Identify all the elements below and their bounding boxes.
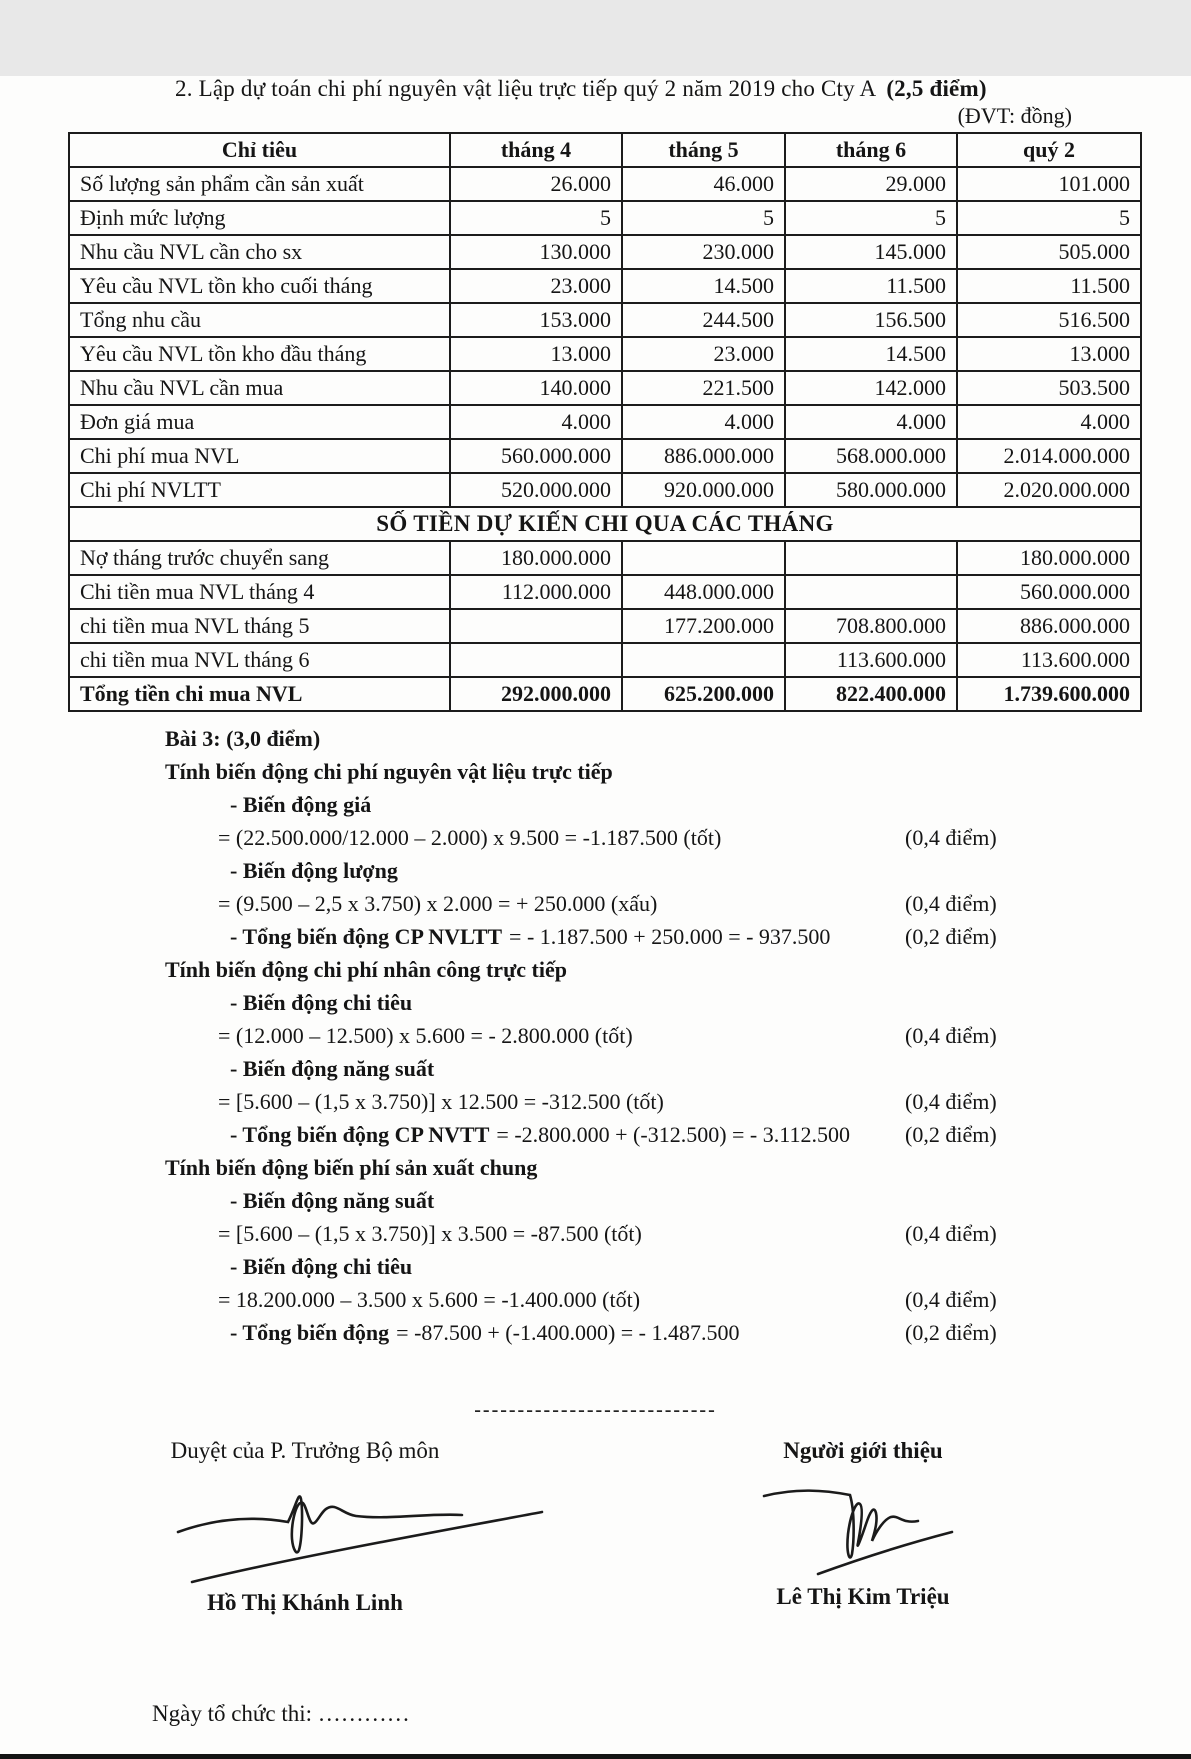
cell-value: 180.000.000 bbox=[957, 541, 1141, 575]
table-row bbox=[69, 643, 1141, 677]
cell-value: 886.000.000 bbox=[622, 439, 785, 473]
cell-value: 142.000 bbox=[785, 371, 957, 405]
row-label: Nợ tháng trước chuyển sang bbox=[69, 541, 450, 575]
points-label: (0,2 điểm) bbox=[905, 924, 997, 949]
variance-label: - Biến động năng suất bbox=[230, 1188, 435, 1213]
variance-section-sxc bbox=[165, 1151, 1165, 1349]
cell-value: 886.000.000 bbox=[957, 609, 1141, 643]
cell-value: 1.739.600.000 bbox=[957, 677, 1141, 711]
points-label: (0,2 điểm) bbox=[905, 1320, 997, 1345]
row-label: Chi tiền mua NVL tháng 4 bbox=[69, 575, 450, 609]
signature-right-title: Người giới thiệu bbox=[783, 1438, 943, 1463]
row-label: chi tiền mua NVL tháng 5 bbox=[69, 609, 450, 643]
formula-line bbox=[165, 1019, 1165, 1052]
signature-right-name: Lê Thị Kim Triệu bbox=[776, 1584, 950, 1609]
exercise2-points: (2,5 điểm) bbox=[886, 76, 987, 101]
table-row bbox=[69, 201, 1141, 235]
bai3-heading: Bài 3: (3,0 điểm) bbox=[165, 726, 321, 751]
variance-section-nctt bbox=[165, 953, 1165, 1151]
table-row bbox=[69, 167, 1141, 201]
section-title: Tính biến động chi phí nhân công trực tiếp bbox=[165, 957, 567, 982]
cell-value: 13.000 bbox=[957, 337, 1141, 371]
cell-value: 101.000 bbox=[957, 167, 1141, 201]
cell-value: 29.000 bbox=[785, 167, 957, 201]
cell-value bbox=[622, 643, 785, 677]
section-title: Tính biến động biến phí sản xuất chung bbox=[165, 1155, 538, 1180]
table-row bbox=[69, 439, 1141, 473]
row-label: Định mức lượng bbox=[69, 201, 450, 235]
table-row bbox=[69, 337, 1141, 371]
cell-value: 145.000 bbox=[785, 235, 957, 269]
variance-section-nvltt bbox=[165, 755, 1165, 953]
table-row bbox=[69, 405, 1141, 439]
cell-value: 5 bbox=[957, 201, 1141, 235]
cell-value: 23.000 bbox=[450, 269, 622, 303]
cell-value: 177.200.000 bbox=[622, 609, 785, 643]
formula-text: = 18.200.000 – 3.500 x 5.600 = -1.400.000 (tốt) bbox=[218, 1287, 641, 1312]
formula-line bbox=[165, 887, 1165, 920]
table-row bbox=[69, 269, 1141, 303]
formula-line bbox=[165, 1217, 1165, 1250]
formula-text: = [5.600 – (1,5 x 3.750)] x 3.500 = -87.500 (tốt) bbox=[218, 1221, 642, 1246]
cell-value: 5 bbox=[450, 201, 622, 235]
cell-value bbox=[450, 643, 622, 677]
signature-right-handwriting bbox=[758, 1470, 968, 1582]
formula-text: = (12.000 – 12.500) x 5.600 = - 2.800.000 (tốt) bbox=[218, 1023, 633, 1048]
cell-value: 23.000 bbox=[622, 337, 785, 371]
total-variance-label: - Tổng biến động CP NVTT bbox=[230, 1122, 490, 1147]
row-label: Yêu cầu NVL tồn kho đầu tháng bbox=[69, 337, 450, 371]
table-row bbox=[69, 609, 1141, 643]
points-label: (0,4 điểm) bbox=[905, 825, 997, 850]
bai3-block bbox=[165, 722, 1165, 1349]
cell-value: 221.500 bbox=[622, 371, 785, 405]
scanned-exam-document bbox=[0, 76, 1191, 1759]
variance-label: - Biến động lượng bbox=[230, 858, 398, 883]
total-variance-label: - Tổng biến động bbox=[230, 1320, 390, 1345]
separator-dashes: ---------------------------- bbox=[474, 1399, 717, 1421]
cell-value: 822.400.000 bbox=[785, 677, 957, 711]
cell-value: 4.000 bbox=[450, 405, 622, 439]
exam-date-line: Ngày tổ chức thi: ………… bbox=[152, 1701, 410, 1726]
formula-text: = [5.600 – (1,5 x 3.750)] x 12.500 = -312.500 (tốt) bbox=[218, 1089, 664, 1114]
table-row bbox=[69, 371, 1141, 405]
exercise2-title bbox=[175, 76, 1191, 102]
cell-value: 230.000 bbox=[622, 235, 785, 269]
unit-note: (ĐVT: đồng) bbox=[957, 103, 1072, 128]
cell-value: 180.000.000 bbox=[450, 541, 622, 575]
section-title: Tính biến động chi phí nguyên vật liệu trực tiếp bbox=[165, 759, 613, 784]
signature-left-title: Duyệt của P. Trưởng Bộ môn bbox=[170, 1438, 440, 1463]
cell-value: 11.500 bbox=[957, 269, 1141, 303]
total-variance-line bbox=[165, 920, 1165, 953]
table-header-row bbox=[69, 133, 1141, 167]
cell-value: 11.500 bbox=[785, 269, 957, 303]
cell-value bbox=[450, 609, 622, 643]
cell-value: 244.500 bbox=[622, 303, 785, 337]
total-variance-line bbox=[165, 1118, 1165, 1151]
table-row bbox=[69, 303, 1141, 337]
cell-value: 920.000.000 bbox=[622, 473, 785, 507]
cell-value: 13.000 bbox=[450, 337, 622, 371]
row-label: Tổng nhu cầu bbox=[69, 303, 450, 337]
cell-value: 516.500 bbox=[957, 303, 1141, 337]
cell-value: 448.000.000 bbox=[622, 575, 785, 609]
row-label: Nhu cầu NVL cần mua bbox=[69, 371, 450, 405]
total-variance-line bbox=[165, 1316, 1165, 1349]
formula-line bbox=[165, 1085, 1165, 1118]
row-label: Chi phí NVLTT bbox=[69, 473, 450, 507]
exercise2-title-text: 2. Lập dự toán chi phí nguyên vật liệu trực tiếp quý 2 năm 2019 cho Cty A bbox=[175, 76, 877, 101]
cell-value: 560.000.000 bbox=[450, 439, 622, 473]
formula-line bbox=[165, 821, 1165, 854]
cell-value: 520.000.000 bbox=[450, 473, 622, 507]
points-label: (0,2 điểm) bbox=[905, 1122, 997, 1147]
cell-value: 140.000 bbox=[450, 371, 622, 405]
total-variance-label: - Tổng biến động CP NVLTT bbox=[230, 924, 503, 949]
cell-value: 153.000 bbox=[450, 303, 622, 337]
cell-value: 26.000 bbox=[450, 167, 622, 201]
total-variance-formula: = -87.500 + (-1.400.000) = - 1.487.500 bbox=[396, 1320, 740, 1345]
cell-value: 46.000 bbox=[622, 167, 785, 201]
cell-value: 2.014.000.000 bbox=[957, 439, 1141, 473]
cell-value: 292.000.000 bbox=[450, 677, 622, 711]
cell-value bbox=[785, 541, 957, 575]
row-label: Số lượng sản phẩm cần sản xuất bbox=[69, 167, 450, 201]
variance-label: - Biến động giá bbox=[230, 792, 372, 817]
cell-value: 5 bbox=[622, 201, 785, 235]
cell-value: 113.600.000 bbox=[785, 643, 957, 677]
variance-label: - Biến động chi tiêu bbox=[230, 990, 413, 1015]
payment-section-header: SỐ TIỀN DỰ KIẾN CHI QUA CÁC THÁNG bbox=[69, 507, 1141, 541]
scan-edge-line bbox=[0, 1754, 1191, 1759]
column-header-thang5: tháng 5 bbox=[622, 133, 785, 167]
points-label: (0,4 điểm) bbox=[905, 1023, 997, 1048]
column-header-thang4: tháng 4 bbox=[450, 133, 622, 167]
points-label: (0,4 điểm) bbox=[905, 891, 997, 916]
row-label: Chi phí mua NVL bbox=[69, 439, 450, 473]
row-label: chi tiền mua NVL tháng 6 bbox=[69, 643, 450, 677]
cell-value: 14.500 bbox=[622, 269, 785, 303]
column-header-chi-tieu: Chỉ tiêu bbox=[69, 133, 450, 167]
cell-value: 568.000.000 bbox=[785, 439, 957, 473]
formula-text: = (22.500.000/12.000 – 2.000) x 9.500 = -1.187.500 (tốt) bbox=[218, 825, 722, 850]
points-label: (0,4 điểm) bbox=[905, 1221, 997, 1246]
points-label: (0,4 điểm) bbox=[905, 1287, 997, 1312]
signature-left-handwriting bbox=[170, 1470, 570, 1588]
cell-value: 2.020.000.000 bbox=[957, 473, 1141, 507]
table-row bbox=[69, 235, 1141, 269]
row-label: Nhu cầu NVL cần cho sx bbox=[69, 235, 450, 269]
signature-left-name: Hồ Thị Khánh Linh bbox=[207, 1590, 403, 1615]
signature-block-left bbox=[150, 1438, 460, 1616]
total-row bbox=[69, 677, 1141, 711]
cell-value: 5 bbox=[785, 201, 957, 235]
materials-budget-table bbox=[68, 132, 1142, 712]
cell-value: 156.500 bbox=[785, 303, 957, 337]
cell-value: 4.000 bbox=[957, 405, 1141, 439]
cell-value: 625.200.000 bbox=[622, 677, 785, 711]
cell-value bbox=[785, 575, 957, 609]
column-header-quy2: quý 2 bbox=[957, 133, 1141, 167]
points-label: (0,4 điểm) bbox=[905, 1089, 997, 1114]
total-variance-formula: = - 1.187.500 + 250.000 = - 937.500 bbox=[509, 924, 831, 949]
cell-value: 4.000 bbox=[785, 405, 957, 439]
cell-value bbox=[622, 541, 785, 575]
formula-text: = (9.500 – 2,5 x 3.750) x 2.000 = + 250.000 (xấu) bbox=[218, 891, 658, 916]
formula-line bbox=[165, 1283, 1165, 1316]
cell-value: 503.500 bbox=[957, 371, 1141, 405]
row-label: Đơn giá mua bbox=[69, 405, 450, 439]
signature-block-right bbox=[748, 1438, 978, 1610]
cell-value: 708.800.000 bbox=[785, 609, 957, 643]
total-variance-formula: = -2.800.000 + (-312.500) = - 3.112.500 bbox=[496, 1122, 850, 1147]
row-label: Tổng tiền chi mua NVL bbox=[69, 677, 450, 711]
cell-value: 14.500 bbox=[785, 337, 957, 371]
signature-area bbox=[0, 1438, 1191, 1673]
cell-value: 112.000.000 bbox=[450, 575, 622, 609]
cell-value: 4.000 bbox=[622, 405, 785, 439]
table-row bbox=[69, 541, 1141, 575]
variance-label: - Biến động chi tiêu bbox=[230, 1254, 413, 1279]
table-row bbox=[69, 473, 1141, 507]
cell-value: 113.600.000 bbox=[957, 643, 1141, 677]
row-label: Yêu cầu NVL tồn kho cuối tháng bbox=[69, 269, 450, 303]
payment-section-row bbox=[69, 507, 1141, 541]
cell-value: 505.000 bbox=[957, 235, 1141, 269]
cell-value: 130.000 bbox=[450, 235, 622, 269]
cell-value: 580.000.000 bbox=[785, 473, 957, 507]
cell-value: 560.000.000 bbox=[957, 575, 1141, 609]
table-row bbox=[69, 575, 1141, 609]
variance-label: - Biến động năng suất bbox=[230, 1056, 435, 1081]
column-header-thang6: tháng 6 bbox=[785, 133, 957, 167]
